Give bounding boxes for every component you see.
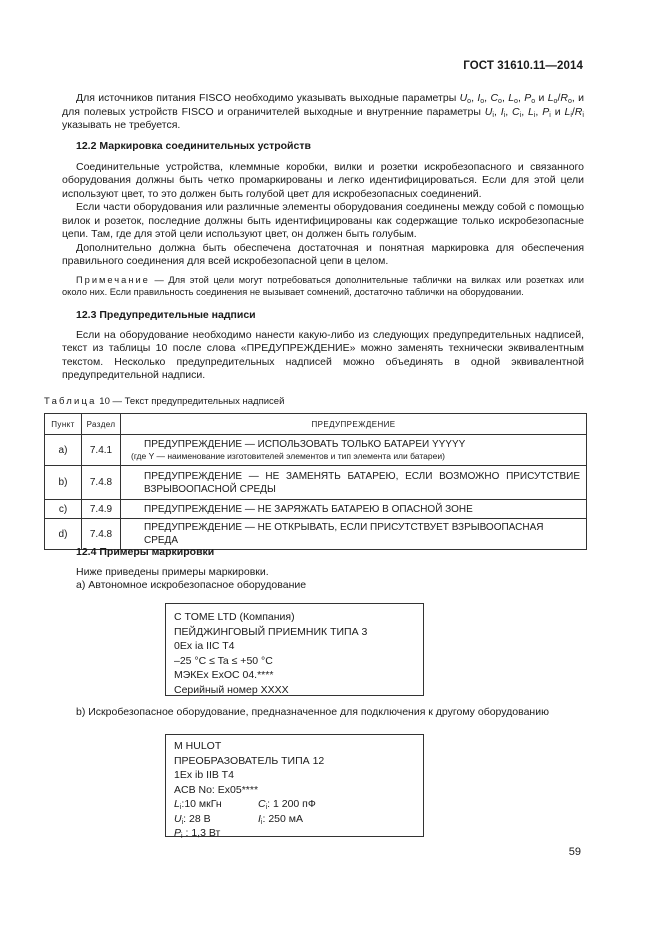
row-item: a) xyxy=(45,435,82,466)
row-section: 7.4.8 xyxy=(82,519,121,550)
table-row xyxy=(45,500,587,519)
section-12-3 xyxy=(62,309,584,383)
header-item: Пункт xyxy=(45,414,82,435)
intro-text-2: , и для полевых устройств FISCO и ограничителей выходные и внутренние параметры xyxy=(62,92,584,118)
section-12-4-label-b: b) Искробезопасное оборудование, предназначенное для подключения к другому оборудованию xyxy=(76,706,549,718)
intro-text-1: Для источников питания FISCO необходимо указывать выходные параметры xyxy=(76,92,460,104)
ci-value: : 1 200 пФ xyxy=(267,798,316,810)
row-item: d) xyxy=(45,519,82,550)
table-header-row xyxy=(45,414,587,435)
section-12-3-para-1: Если на оборудование необходимо нанести какую-либо из следующих предупредительных надписей, текст из таблицы 10 после слова «ПРЕДУПРЕЖДЕНИЕ» можно заменять технически эквивалентным текстом. Несколько предупредительных надписей можно объединять в одной эквивалентной предупредительной надписи. xyxy=(62,328,584,381)
warning-text: ПРЕДУПРЕЖДЕНИЕ — НЕ ОТКРЫВАТЬ, ЕСЛИ ПРИСУТСТВУЕТ ВЗРЫВООПАСНАЯ СРЕДА xyxy=(144,522,544,546)
marking-line: Серийный номер XXXX xyxy=(174,683,289,696)
marking-example-b xyxy=(165,734,424,840)
header-warning: ПРЕДУПРЕЖДЕНИЕ xyxy=(121,414,587,435)
row-section: 7.4.8 xyxy=(82,466,121,500)
row-item: b) xyxy=(45,466,82,500)
row-section: 7.4.9 xyxy=(82,500,121,519)
marking-line-li-ci: $L_i:10$ мкГн $C_i$: 1 200 пФ xyxy=(174,798,316,811)
section-12-2-para-2: Если части оборудования или различные элементы оборудования соединены между собой с помощью вилок и розеток, последние должны быть идентифицированы как содержащие только искробезопасные цепи. Там, где для этой цели используют цвет, он должен быть голубым. xyxy=(62,201,584,240)
section-12-2-note xyxy=(62,274,584,299)
marking-line: 1Ex ib IIB T4 xyxy=(174,769,234,781)
section-12-4 xyxy=(62,546,584,593)
row-item: c) xyxy=(45,500,82,519)
ii-value: : 250 мА xyxy=(262,812,303,825)
warning-text: ПРЕДУПРЕЖДЕНИЕ — ИСПОЛЬЗОВАТЬ ТОЛЬКО БАТАРЕИ YYYYY xyxy=(144,439,466,450)
marking-line: С TOME LTD (Компания) xyxy=(174,611,295,623)
row-warning xyxy=(121,466,587,500)
caption-rest: 10 — Текст предупредительных надписей xyxy=(96,396,285,407)
row-warning xyxy=(121,519,587,550)
table-row xyxy=(45,519,587,550)
marking-line: 0Ex ia IIC T4 xyxy=(174,640,235,652)
row-warning xyxy=(121,500,587,519)
page-number: 59 xyxy=(568,846,581,858)
marking-line-pi: $P_i$ : 1,3 Вт xyxy=(174,827,221,840)
section-12-3-title: 12.3 Предупредительные надписи xyxy=(76,309,256,321)
li-value: :10 мкГн xyxy=(181,798,222,810)
table-10-caption xyxy=(44,396,284,407)
caption-lead: Таблица xyxy=(44,396,97,407)
marking-line: ПРЕОБРАЗОВАТЕЛЬ ТИПА 12 xyxy=(174,754,325,767)
marking-line: –25 °C ≤ Ta ≤ +50 °C xyxy=(174,654,273,667)
pi-value: : 1,3 Вт xyxy=(182,827,221,839)
marking-line: ACB No: Ex05**** xyxy=(174,783,259,796)
marking-line: МЭКЕх ExOC 04.**** xyxy=(174,669,274,681)
marking-line: M HULOT xyxy=(174,740,222,752)
section-12-4-label-a: a) Автономное искробезопасное оборудование xyxy=(76,579,307,591)
standard-number: ГОСТ 31610.11—2014 xyxy=(463,60,583,72)
row-warning xyxy=(121,435,587,466)
ui-value: : 28 В xyxy=(183,812,211,825)
section-12-4-lead: Ниже приведены примеры маркировки. xyxy=(76,565,269,578)
table-10 xyxy=(44,413,587,550)
note-text: — Для этой цели могут потребоваться дополнительные таблички на вилках или розетках или около них. Если правильность соединения не вызывает сомнений, достаточно таблички на оборудовании. xyxy=(62,274,584,297)
table-row xyxy=(45,466,587,500)
section-12-2-para-3: Дополнительно должна быть обеспечена достаточная и понятная маркировка для обеспечения правильного соединения для всей искробезопасной цепи в целом. xyxy=(62,241,584,267)
note-lead: Примечание xyxy=(76,274,150,285)
marking-example-a xyxy=(165,603,424,696)
warning-text: ПРЕДУПРЕЖДЕНИЕ — НЕ ЗАРЯЖАТЬ БАТАРЕЮ В ОПАСНОЙ ЗОНЕ xyxy=(144,503,473,515)
marking-line-ui-ii: $U_i$: 28 В $I_i$: 250 мА xyxy=(174,812,303,826)
marking-line: ПЕЙДЖИНГОВЫЙ ПРИЕМНИК ТИПА 3 xyxy=(174,625,368,638)
section-12-2-title: 12.2 Маркировка соединительных устройств xyxy=(76,140,311,152)
row-section: 7.4.1 xyxy=(82,435,121,466)
warning-text: ПРЕДУПРЕЖДЕНИЕ — НЕ ЗАМЕНЯТЬ БАТАРЕЮ, ЕСЛИ ВОЗМОЖНО ПРИСУТСТВИЕ ВЗРЫВООПАСНОЙ СРЕДЫ xyxy=(144,470,580,495)
intro-paragraph: Для источников питания FISCO необходимо указывать выходные параметры $U_o$, $I_o$, $C_o$, $L_o$, $P_o$ и $L_o/R_o$, и для полевых устройств FISCO и ограничителей выходные и внутренние параметры $U_i$, $I_i$, $C_i$, $L_i$, $P_i$ и $L_i/R_i$ указывать не требуется. xyxy=(62,92,584,131)
warning-subtext: (где Y — наименование изготовителей элементов и тип элемента или батареи) xyxy=(131,451,445,461)
header-section: Раздел xyxy=(82,414,121,435)
section-12-2-para-1: Соединительные устройства, клеммные коробки, вилки и розетки искробезопасного и связанного оборудования должны быть четко промаркированы и легко идентифицироваться. Если для этой цели используют цвет, то это должен быть голубой цвет для искробезопасных соединений. xyxy=(62,160,584,200)
section-12-4-label-b-wrap xyxy=(62,706,584,720)
table-row xyxy=(45,435,587,466)
intro-text-3: указывать не требуется. xyxy=(62,119,181,131)
section-12-2 xyxy=(62,140,584,299)
section-12-4-title: 12.4 Примеры маркировки xyxy=(76,546,215,558)
